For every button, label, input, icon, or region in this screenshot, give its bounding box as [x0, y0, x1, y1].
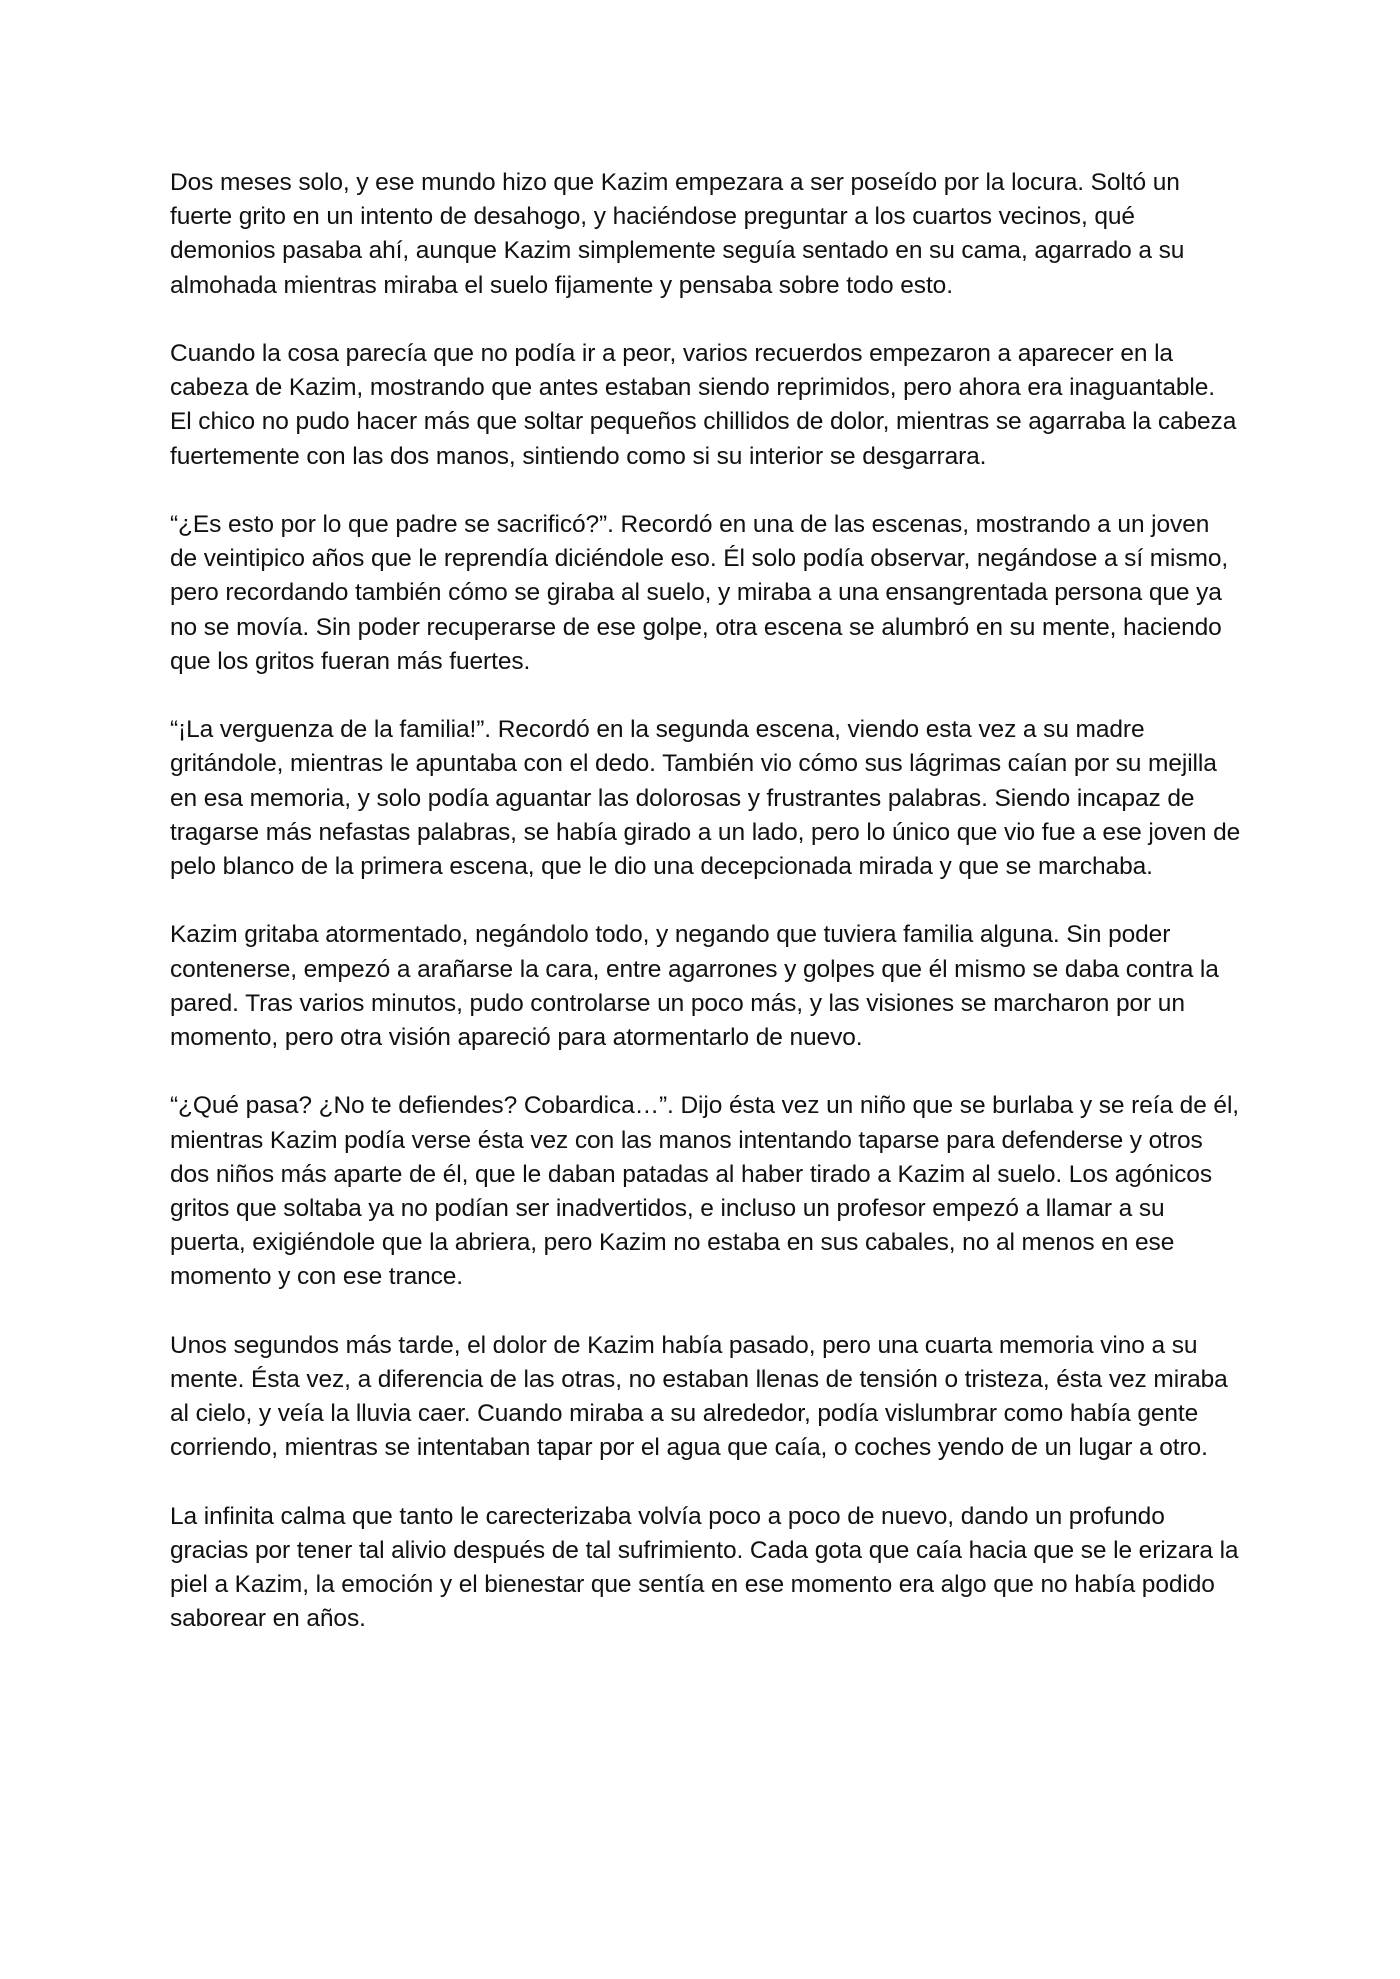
paragraph: Cuando la cosa parecía que no podía ir a peor, varios recuerdos empezaron a aparecer en la cabeza de Kazim, mostrando que antes estaban siendo reprimidos, pero ahora era inaguantable. El chico no pudo hacer más que soltar pequeños chillidos de dolor, mientras se agarraba la cabeza fuertemente con las dos manos, sintiendo como si su interior se desgarrara.	[170, 340, 1237, 470]
paragraph: Kazim gritaba atormentado, negándolo todo, y negando que tuviera familia alguna. Sin poder contenerse, empezó a arañarse la cara, entre agarrones y golpes que él mismo se daba contra la pared. Tras varios minutos, pudo controlarse un poco más, y las visiones se marcharon por un momento, pero otra visión apareció para atormentarlo de nuevo.	[170, 921, 1219, 1052]
paragraph: “¡La verguenza de la familia!”. Recordó en la segunda escena, viendo esta vez a su madre gritándole, mientras le apuntaba con el dedo. También vio cómo sus lágrimas caían por su mejilla en esa memoria, y solo podía aguantar las dolorosas y frustrantes palabras. Siendo incapaz de tragarse más nefastas palabras, se había girado a un lado, pero lo único que vio fue a ese joven de pelo blanco de la primera escena, que le dio una decepcionada mirada y que se marchaba.	[170, 716, 1241, 881]
paragraph: “¿Es esto por lo que padre se sacrificó?”. Recordó en una de las escenas, mostrando a un joven de veintipico años que le reprendía diciéndole eso. Él solo podía observar, negándose a sí mismo, pero recordando también cómo se giraba al suelo, y miraba a una ensangrentada persona que ya no se movía. Sin poder recuperarse de ese golpe, otra escena se alumbró en su mente, haciendo que los gritos fueran más fuertes.	[170, 511, 1229, 675]
body-text	[170, 166, 1242, 1637]
paragraph: Unos segundos más tarde, el dolor de Kazim había pasado, pero una cuarta memoria vino a su mente. Ésta vez, a diferencia de las otras, no estaban llenas de tensión o tristeza, ésta vez miraba al cielo, y veía la lluvia caer. Cuando miraba a su alrededor, podía vislumbrar como había gente corriendo, mientras se intentaban tapar por el agua que caía, o coches yendo de un lugar a otro.	[170, 1331, 1228, 1462]
paragraph: Dos meses solo, y ese mundo hizo que Kazim empezara a ser poseído por la locura. Soltó un fuerte grito en un intento de desahogo, y haciéndose preguntar a los cuartos vecinos, qué demonios pasaba ahí, aunque Kazim simplemente seguía sentado en su cama, agarrado a su almohada mientras miraba el suelo fijamente y pensaba sobre todo esto.	[170, 169, 1185, 299]
paragraph: La infinita calma que tanto le carecterizaba volvía poco a poco de nuevo, dando un profundo gracias por tener tal alivio después de tal sufrimiento. Cada gota que caía hacia que se le erizara la piel a Kazim, la emoción y el bienestar que sentía en ese momento era algo que no había podido saborear en años.	[170, 1502, 1239, 1633]
paragraph: “¿Qué pasa? ¿No te defiendes? Cobardica…”. Dijo ésta vez un niño que se burlaba y se reía de él, mientras Kazim podía verse ésta vez con las manos intentando taparse para defenderse y otros dos niños más aparte de él, que le daban patadas al haber tirado a Kazim al suelo. Los agónicos gritos que soltaba ya no podían ser inadvertidos, e incluso un profesor empezó a llamar a su puerta, exigiéndole que la abriera, pero Kazim no estaba en sus cabales, no al menos en ese momento y con ese trance.	[170, 1092, 1240, 1291]
